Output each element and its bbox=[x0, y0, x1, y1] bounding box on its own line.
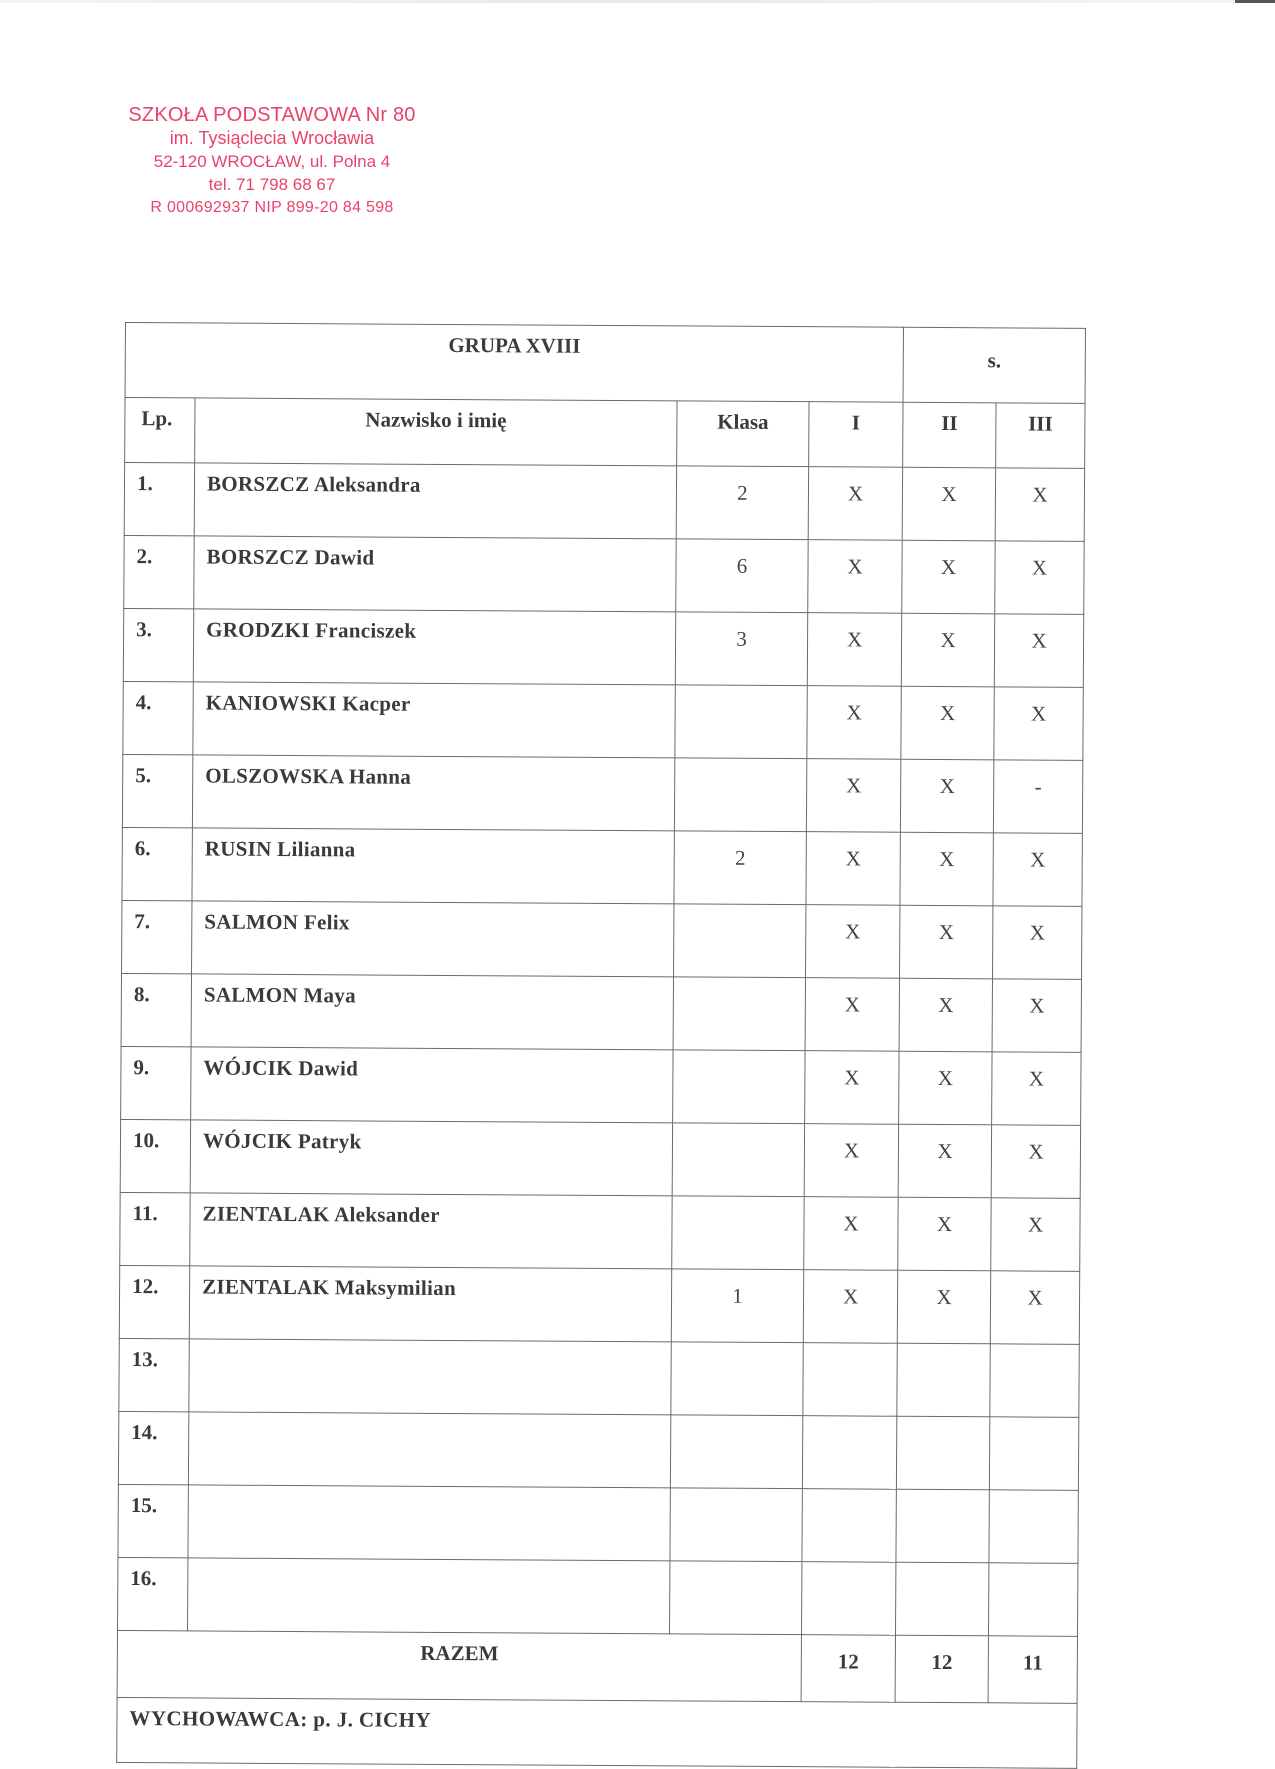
header-klasa: Klasa bbox=[677, 401, 809, 467]
table-row bbox=[118, 1484, 1078, 1563]
row-number: 5. bbox=[122, 754, 192, 827]
row-number: 14. bbox=[118, 1411, 188, 1484]
table-title-row bbox=[125, 323, 1085, 404]
student-class bbox=[673, 1050, 805, 1124]
row-number: 8. bbox=[121, 973, 191, 1046]
header-name: Nazwisko i imię bbox=[195, 398, 677, 466]
mark-col-iii bbox=[989, 1563, 1078, 1637]
row-number: 11. bbox=[120, 1192, 190, 1265]
row-number: 16. bbox=[118, 1557, 188, 1630]
student-name: OLSZOWSKA Hanna bbox=[192, 755, 674, 831]
group-title: GRUPA XVIII bbox=[125, 323, 903, 403]
mark-col-i: X bbox=[804, 1197, 898, 1271]
mark-col-i: X bbox=[805, 1051, 899, 1125]
student-name: KANIOWSKI Kacper bbox=[193, 682, 675, 758]
student-class: 1 bbox=[671, 1269, 803, 1343]
column-header-row bbox=[125, 398, 1085, 469]
mark-col-iii: X bbox=[994, 687, 1083, 761]
mark-col-ii: X bbox=[897, 1270, 990, 1344]
mark-col-i: X bbox=[804, 1124, 898, 1198]
mark-col-i: X bbox=[806, 832, 900, 906]
student-class bbox=[671, 1342, 803, 1416]
student-class bbox=[674, 758, 806, 832]
student-class: 6 bbox=[676, 539, 808, 613]
mark-col-ii: X bbox=[899, 1051, 992, 1125]
mark-col-i: X bbox=[807, 686, 901, 760]
header-col-ii: II bbox=[903, 402, 996, 468]
student-name bbox=[188, 1412, 670, 1488]
student-name: SALMON Felix bbox=[192, 901, 674, 977]
table-row bbox=[123, 681, 1083, 760]
school-stamp bbox=[112, 104, 432, 219]
group-sheet bbox=[116, 322, 1085, 1769]
student-name: BORSZCZ Aleksandra bbox=[194, 463, 676, 539]
table-row bbox=[122, 827, 1082, 906]
student-class bbox=[669, 1561, 801, 1635]
mark-col-ii: X bbox=[898, 1197, 991, 1271]
mark-col-ii: X bbox=[901, 686, 994, 760]
mark-col-ii: X bbox=[900, 905, 993, 979]
mark-col-ii: X bbox=[902, 467, 995, 541]
mark-col-i bbox=[803, 1343, 897, 1417]
s-label: s. bbox=[903, 327, 1085, 403]
mark-col-i bbox=[801, 1562, 895, 1636]
student-class: 2 bbox=[674, 831, 806, 905]
total-col-i: 12 bbox=[801, 1635, 895, 1703]
student-name bbox=[188, 1558, 670, 1634]
mark-col-i: X bbox=[805, 978, 899, 1052]
mark-col-ii: X bbox=[899, 978, 992, 1052]
page-edge bbox=[0, 0, 1275, 3]
total-col-ii: 12 bbox=[895, 1635, 988, 1703]
teacher-row bbox=[117, 1697, 1077, 1768]
table-row bbox=[119, 1338, 1079, 1417]
student-class: 3 bbox=[675, 612, 807, 686]
scan-mark bbox=[1235, 0, 1275, 3]
mark-col-i: X bbox=[806, 905, 900, 979]
student-name: WÓJCIK Patryk bbox=[190, 1120, 672, 1196]
mark-col-ii bbox=[896, 1416, 989, 1490]
student-name: ZIENTALAK Maksymilian bbox=[189, 1266, 671, 1342]
table-row bbox=[122, 900, 1082, 979]
mark-col-iii: X bbox=[993, 906, 1082, 980]
student-name: SALMON Maya bbox=[191, 974, 673, 1050]
header-lp: Lp. bbox=[125, 398, 195, 463]
row-number: 4. bbox=[123, 681, 193, 754]
header-col-i: I bbox=[809, 402, 903, 468]
table-row bbox=[124, 535, 1084, 614]
mark-col-iii: X bbox=[994, 614, 1083, 688]
mark-col-iii: X bbox=[992, 1052, 1081, 1126]
student-name: BORSZCZ Dawid bbox=[194, 536, 676, 612]
homeroom-teacher: WYCHOWAWCA: p. J. CICHY bbox=[117, 1697, 1077, 1768]
mark-col-iii bbox=[989, 1417, 1078, 1491]
stamp-line-ids: R 000692937 NIP 899-20 84 598 bbox=[150, 199, 394, 216]
student-name bbox=[188, 1485, 670, 1561]
student-name: ZIENTALAK Aleksander bbox=[190, 1193, 672, 1269]
totals-row bbox=[117, 1630, 1077, 1703]
table-row bbox=[121, 973, 1081, 1052]
mark-col-iii bbox=[990, 1344, 1079, 1418]
stamp-line-school: SZKOŁA PODSTAWOWA Nr 80 bbox=[128, 104, 416, 126]
student-class bbox=[670, 1488, 802, 1562]
totals-label: RAZEM bbox=[117, 1630, 801, 1701]
mark-col-iii: X bbox=[990, 1271, 1079, 1345]
student-name: GRODZKI Franciszek bbox=[193, 609, 675, 685]
mark-col-iii: X bbox=[991, 1198, 1080, 1272]
student-class bbox=[672, 1123, 804, 1197]
table-row bbox=[120, 1119, 1080, 1198]
student-name bbox=[189, 1339, 671, 1415]
student-name: WÓJCIK Dawid bbox=[191, 1047, 673, 1123]
stamp-line-phone: tel. 71 798 68 67 bbox=[208, 175, 336, 194]
mark-col-i: X bbox=[806, 759, 900, 833]
mark-col-ii: X bbox=[901, 613, 994, 687]
mark-col-iii: X bbox=[993, 833, 1082, 907]
table-row bbox=[121, 1046, 1081, 1125]
mark-col-ii bbox=[896, 1562, 989, 1636]
mark-col-ii bbox=[897, 1343, 990, 1417]
student-class bbox=[675, 685, 807, 759]
mark-col-ii: X bbox=[902, 540, 995, 614]
row-number: 2. bbox=[124, 535, 194, 608]
table-row bbox=[122, 754, 1082, 833]
row-number: 13. bbox=[119, 1338, 189, 1411]
table-row bbox=[118, 1557, 1078, 1636]
table-row bbox=[119, 1265, 1079, 1344]
student-class: 2 bbox=[676, 466, 808, 540]
mark-col-iii: X bbox=[991, 1125, 1080, 1199]
mark-col-ii: X bbox=[898, 1124, 991, 1198]
row-number: 10. bbox=[120, 1119, 190, 1192]
row-number: 7. bbox=[122, 900, 192, 973]
mark-col-i: X bbox=[803, 1270, 897, 1344]
mark-col-i bbox=[802, 1489, 896, 1563]
row-number: 12. bbox=[119, 1265, 189, 1338]
mark-col-ii: X bbox=[900, 832, 993, 906]
mark-col-iii: X bbox=[992, 979, 1081, 1053]
row-number: 3. bbox=[123, 608, 193, 681]
total-col-iii: 11 bbox=[988, 1636, 1077, 1704]
row-number: 1. bbox=[124, 463, 194, 536]
row-number: 9. bbox=[121, 1046, 191, 1119]
stamp-line-address: 52-120 WROCŁAW, ul. Polna 4 bbox=[153, 152, 391, 171]
mark-col-i: X bbox=[808, 467, 902, 541]
table-row bbox=[120, 1192, 1080, 1271]
row-number: 6. bbox=[122, 827, 192, 900]
row-number: 15. bbox=[118, 1484, 188, 1557]
student-class bbox=[672, 1196, 804, 1270]
student-class bbox=[673, 977, 805, 1051]
mark-col-iii: X bbox=[995, 468, 1084, 542]
mark-col-ii bbox=[896, 1489, 989, 1563]
mark-col-iii: X bbox=[995, 541, 1084, 615]
student-name: RUSIN Lilianna bbox=[192, 828, 674, 904]
student-class bbox=[674, 904, 806, 978]
header-col-iii: III bbox=[996, 403, 1085, 469]
mark-col-i: X bbox=[807, 613, 901, 687]
stamp-line-patron: im. Tysiąclecia Wrocławia bbox=[169, 128, 375, 148]
table-row bbox=[124, 463, 1084, 542]
mark-col-iii: - bbox=[993, 760, 1082, 834]
attendance-table bbox=[116, 322, 1086, 1769]
student-class bbox=[670, 1415, 802, 1489]
mark-col-i: X bbox=[808, 540, 902, 614]
mark-col-i bbox=[802, 1416, 896, 1490]
table-row bbox=[118, 1411, 1078, 1490]
table-row bbox=[123, 608, 1083, 687]
mark-col-iii bbox=[989, 1490, 1078, 1564]
mark-col-ii: X bbox=[900, 759, 993, 833]
